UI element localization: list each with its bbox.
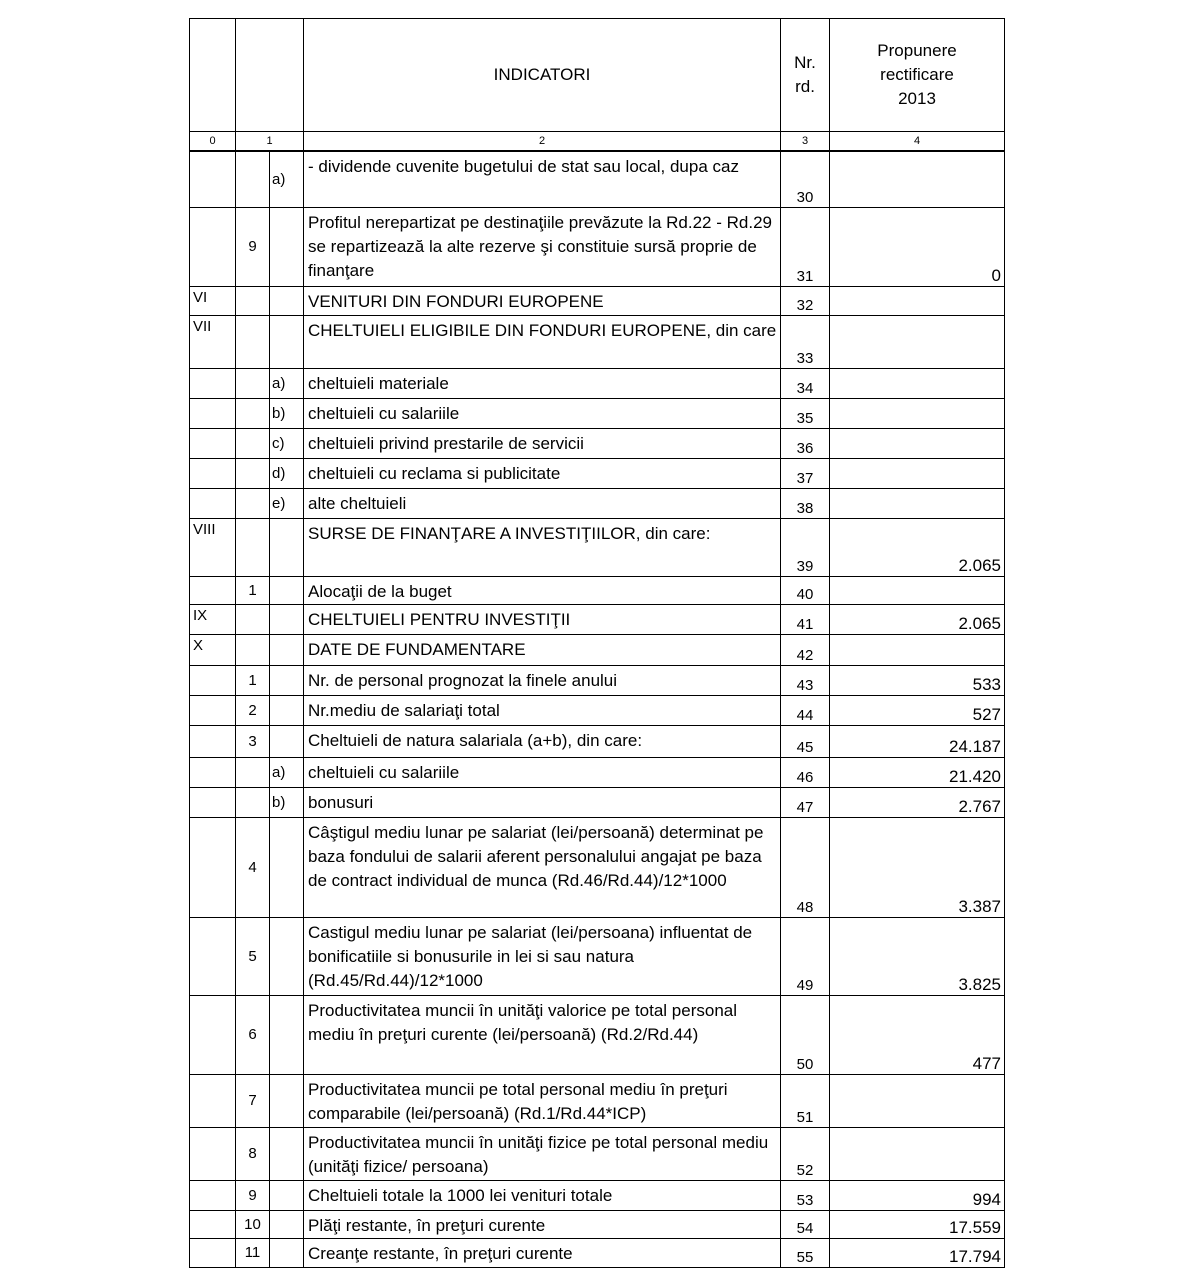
row-nr-rd: 51 [781,1075,830,1128]
row-number-cell [236,399,270,429]
column-number-row [190,132,1005,152]
row-number-cell: 6 [236,996,270,1075]
row-indicator-text: Plăţi restante, în preţuri curente [304,1211,781,1239]
row-value [830,635,1005,666]
row-section-cell [190,1211,236,1239]
row-letter-cell [270,316,304,369]
row-nr-rd: 53 [781,1181,830,1211]
table-row [190,287,1005,316]
table-row [190,696,1005,726]
row-nr-rd: 32 [781,287,830,316]
row-nr-rd: 49 [781,918,830,996]
row-indicator-text: alte cheltuieli [304,489,781,519]
table-row [190,726,1005,758]
row-number-cell [236,788,270,818]
row-indicator-text: CHELTUIELI ELIGIBILE DIN FONDURI EUROPENE, din care [304,316,781,369]
indicators-table [189,18,1005,1268]
row-number-cell [236,519,270,577]
row-number-cell: 9 [236,208,270,287]
row-section-cell [190,1075,236,1128]
table-row [190,399,1005,429]
row-nr-rd: 38 [781,489,830,519]
row-value: 994 [830,1181,1005,1211]
row-section-cell [190,459,236,489]
row-nr-rd: 46 [781,758,830,788]
colnum-0: 0 [190,132,236,152]
row-indicator-text: Cheltuieli de natura salariala (a+b), din care: [304,726,781,758]
row-letter-cell: d) [270,459,304,489]
row-number-cell [236,287,270,316]
row-letter-cell: b) [270,399,304,429]
row-nr-rd: 39 [781,519,830,577]
row-section-cell: VIII [190,519,236,577]
table-row [190,1211,1005,1239]
row-indicator-text: Productivitatea muncii pe total personal mediu în preţuri comparabile (lei/persoană) (Rd.1/Rd.44*ICP) [304,1075,781,1128]
row-letter-cell [270,1211,304,1239]
row-nr-rd: 44 [781,696,830,726]
row-nr-rd: 33 [781,316,830,369]
row-value: 3.825 [830,918,1005,996]
row-number-cell: 10 [236,1211,270,1239]
row-nr-rd: 34 [781,369,830,399]
row-nr-rd: 55 [781,1239,830,1268]
row-value: 17.794 [830,1239,1005,1268]
row-section-cell [190,489,236,519]
table-row [190,369,1005,399]
row-section-cell: X [190,635,236,666]
row-letter-cell [270,208,304,287]
row-value [830,369,1005,399]
colnum-1: 1 [236,132,304,152]
row-letter-cell [270,1075,304,1128]
row-number-cell [236,459,270,489]
row-nr-rd: 37 [781,459,830,489]
row-number-cell: 2 [236,696,270,726]
row-letter-cell: b) [270,788,304,818]
row-nr-rd: 36 [781,429,830,459]
row-indicator-text: Castigul mediu lunar pe salariat (lei/persoana) influentat de bonificatiile si bonusurile in lei si sau natura (Rd.45/Rd.44)/12*1000 [304,918,781,996]
colnum-3: 3 [781,132,830,152]
row-letter-cell [270,577,304,605]
row-number-cell: 9 [236,1181,270,1211]
table-row [190,1128,1005,1181]
row-indicator-text: Alocaţii de la buget [304,577,781,605]
row-section-cell [190,726,236,758]
row-value: 2.065 [830,519,1005,577]
row-section-cell [190,577,236,605]
row-section-cell: VII [190,316,236,369]
row-indicator-text: VENITURI DIN FONDURI EUROPENE [304,287,781,316]
table-row [190,635,1005,666]
row-letter-cell [270,1128,304,1181]
row-letter-cell [270,1181,304,1211]
row-number-cell [236,369,270,399]
row-letter-cell: c) [270,429,304,459]
colnum-2: 2 [304,132,781,152]
row-number-cell: 8 [236,1128,270,1181]
row-nr-rd: 43 [781,666,830,696]
row-letter-cell: a) [270,369,304,399]
row-number-cell: 5 [236,918,270,996]
row-indicator-text: - dividende cuvenite bugetului de stat sau local, dupa caz [304,151,781,208]
row-section-cell [190,208,236,287]
row-nr-rd: 48 [781,818,830,918]
row-number-cell [236,605,270,635]
table-row [190,918,1005,996]
row-section-cell [190,369,236,399]
row-indicator-text: DATE DE FUNDAMENTARE [304,635,781,666]
row-value: 2.065 [830,605,1005,635]
row-letter-cell: e) [270,489,304,519]
row-number-cell [236,758,270,788]
row-section-cell [190,696,236,726]
row-number-cell: 4 [236,818,270,918]
row-letter-cell [270,996,304,1075]
row-section-cell [190,1128,236,1181]
header-cell-0 [190,19,236,132]
row-section-cell [190,818,236,918]
row-letter-cell: a) [270,151,304,208]
table-row [190,605,1005,635]
header-cell-1 [236,19,304,132]
row-section-cell [190,788,236,818]
colnum-4: 4 [830,132,1005,152]
row-letter-cell [270,696,304,726]
row-indicator-text: Productivitatea muncii în unităţi fizice pe total personal mediu (unităţi fizice/ persoana) [304,1128,781,1181]
row-indicator-text: Profitul nerepartizat pe destinaţiile prevăzute la Rd.22 - Rd.29 se repartizează la alte rezerve şi constituie sursă proprie de finanţare [304,208,781,287]
row-indicator-text: cheltuieli privind prestarile de servicii [304,429,781,459]
row-indicator-text: cheltuieli cu salariile [304,758,781,788]
row-indicator-text: Nr.mediu de salariaţi total [304,696,781,726]
row-value [830,429,1005,459]
row-indicator-text: CHELTUIELI PENTRU INVESTIŢII [304,605,781,635]
row-value: 17.559 [830,1211,1005,1239]
row-value: 3.387 [830,818,1005,918]
table-row [190,666,1005,696]
row-letter-cell [270,635,304,666]
header-propunere: Propunere rectificare 2013 [830,19,1005,132]
table-row [190,519,1005,577]
row-section-cell [190,996,236,1075]
row-number-cell: 1 [236,666,270,696]
row-section-cell [190,151,236,208]
row-value: 533 [830,666,1005,696]
row-nr-rd: 41 [781,605,830,635]
row-value [830,399,1005,429]
row-indicator-text: cheltuieli materiale [304,369,781,399]
table-row [190,818,1005,918]
header-indicatori: INDICATORI [304,19,781,132]
row-indicator-text: Creanţe restante, în preţuri curente [304,1239,781,1268]
table-row [190,489,1005,519]
row-letter-cell [270,287,304,316]
row-value: 527 [830,696,1005,726]
table-row [190,996,1005,1075]
row-value [830,489,1005,519]
row-value: 24.187 [830,726,1005,758]
table-row [190,316,1005,369]
row-indicator-text: cheltuieli cu salariile [304,399,781,429]
table-row [190,758,1005,788]
row-nr-rd: 45 [781,726,830,758]
row-value: 0 [830,208,1005,287]
row-nr-rd: 54 [781,1211,830,1239]
row-indicator-text: Nr. de personal prognozat la finele anului [304,666,781,696]
row-value [830,316,1005,369]
row-nr-rd: 42 [781,635,830,666]
header-nr-rd: Nr. rd. [781,19,830,132]
row-nr-rd: 30 [781,151,830,208]
row-number-cell: 7 [236,1075,270,1128]
row-nr-rd: 47 [781,788,830,818]
row-nr-rd: 40 [781,577,830,605]
table-row [190,429,1005,459]
row-value [830,151,1005,208]
row-number-cell: 3 [236,726,270,758]
table-row [190,577,1005,605]
row-section-cell: VI [190,287,236,316]
row-letter-cell [270,918,304,996]
header-row [190,19,1005,132]
row-indicator-text: Productivitatea muncii în unităţi valorice pe total personal mediu în preţuri curente (lei/persoană) (Rd.2/Rd.44) [304,996,781,1075]
row-number-cell [236,429,270,459]
table-row [190,151,1005,208]
row-section-cell [190,1239,236,1268]
row-nr-rd: 50 [781,996,830,1075]
row-section-cell: IX [190,605,236,635]
row-value: 2.767 [830,788,1005,818]
row-letter-cell [270,818,304,918]
row-letter-cell: a) [270,758,304,788]
row-letter-cell [270,519,304,577]
row-number-cell: 11 [236,1239,270,1268]
row-number-cell [236,151,270,208]
row-number-cell [236,316,270,369]
row-value: 21.420 [830,758,1005,788]
row-section-cell [190,918,236,996]
row-section-cell [190,399,236,429]
table-row [190,208,1005,287]
row-value [830,1128,1005,1181]
row-letter-cell [270,726,304,758]
row-indicator-text: Câştigul mediu lunar pe salariat (lei/persoană) determinat pe baza fondului de salarii aferent personalului angajat pe baza de contract individual de munca (Rd.46/Rd.44)/12*1000 [304,818,781,918]
row-value: 477 [830,996,1005,1075]
row-number-cell [236,489,270,519]
row-value [830,577,1005,605]
row-nr-rd: 31 [781,208,830,287]
row-letter-cell [270,605,304,635]
row-section-cell [190,758,236,788]
row-letter-cell [270,666,304,696]
row-section-cell [190,429,236,459]
table-row [190,1239,1005,1268]
row-section-cell [190,1181,236,1211]
row-number-cell: 1 [236,577,270,605]
row-indicator-text: cheltuieli cu reclama si publicitate [304,459,781,489]
row-nr-rd: 35 [781,399,830,429]
row-letter-cell [270,1239,304,1268]
row-indicator-text: Cheltuieli totale la 1000 lei venituri totale [304,1181,781,1211]
table-row [190,788,1005,818]
row-nr-rd: 52 [781,1128,830,1181]
row-value [830,287,1005,316]
row-indicator-text: SURSE DE FINANŢARE A INVESTIŢIILOR, din care: [304,519,781,577]
row-value [830,1075,1005,1128]
table-row [190,1075,1005,1128]
table-row [190,1181,1005,1211]
row-value [830,459,1005,489]
row-indicator-text: bonusuri [304,788,781,818]
table-row [190,459,1005,489]
row-section-cell [190,666,236,696]
row-number-cell [236,635,270,666]
